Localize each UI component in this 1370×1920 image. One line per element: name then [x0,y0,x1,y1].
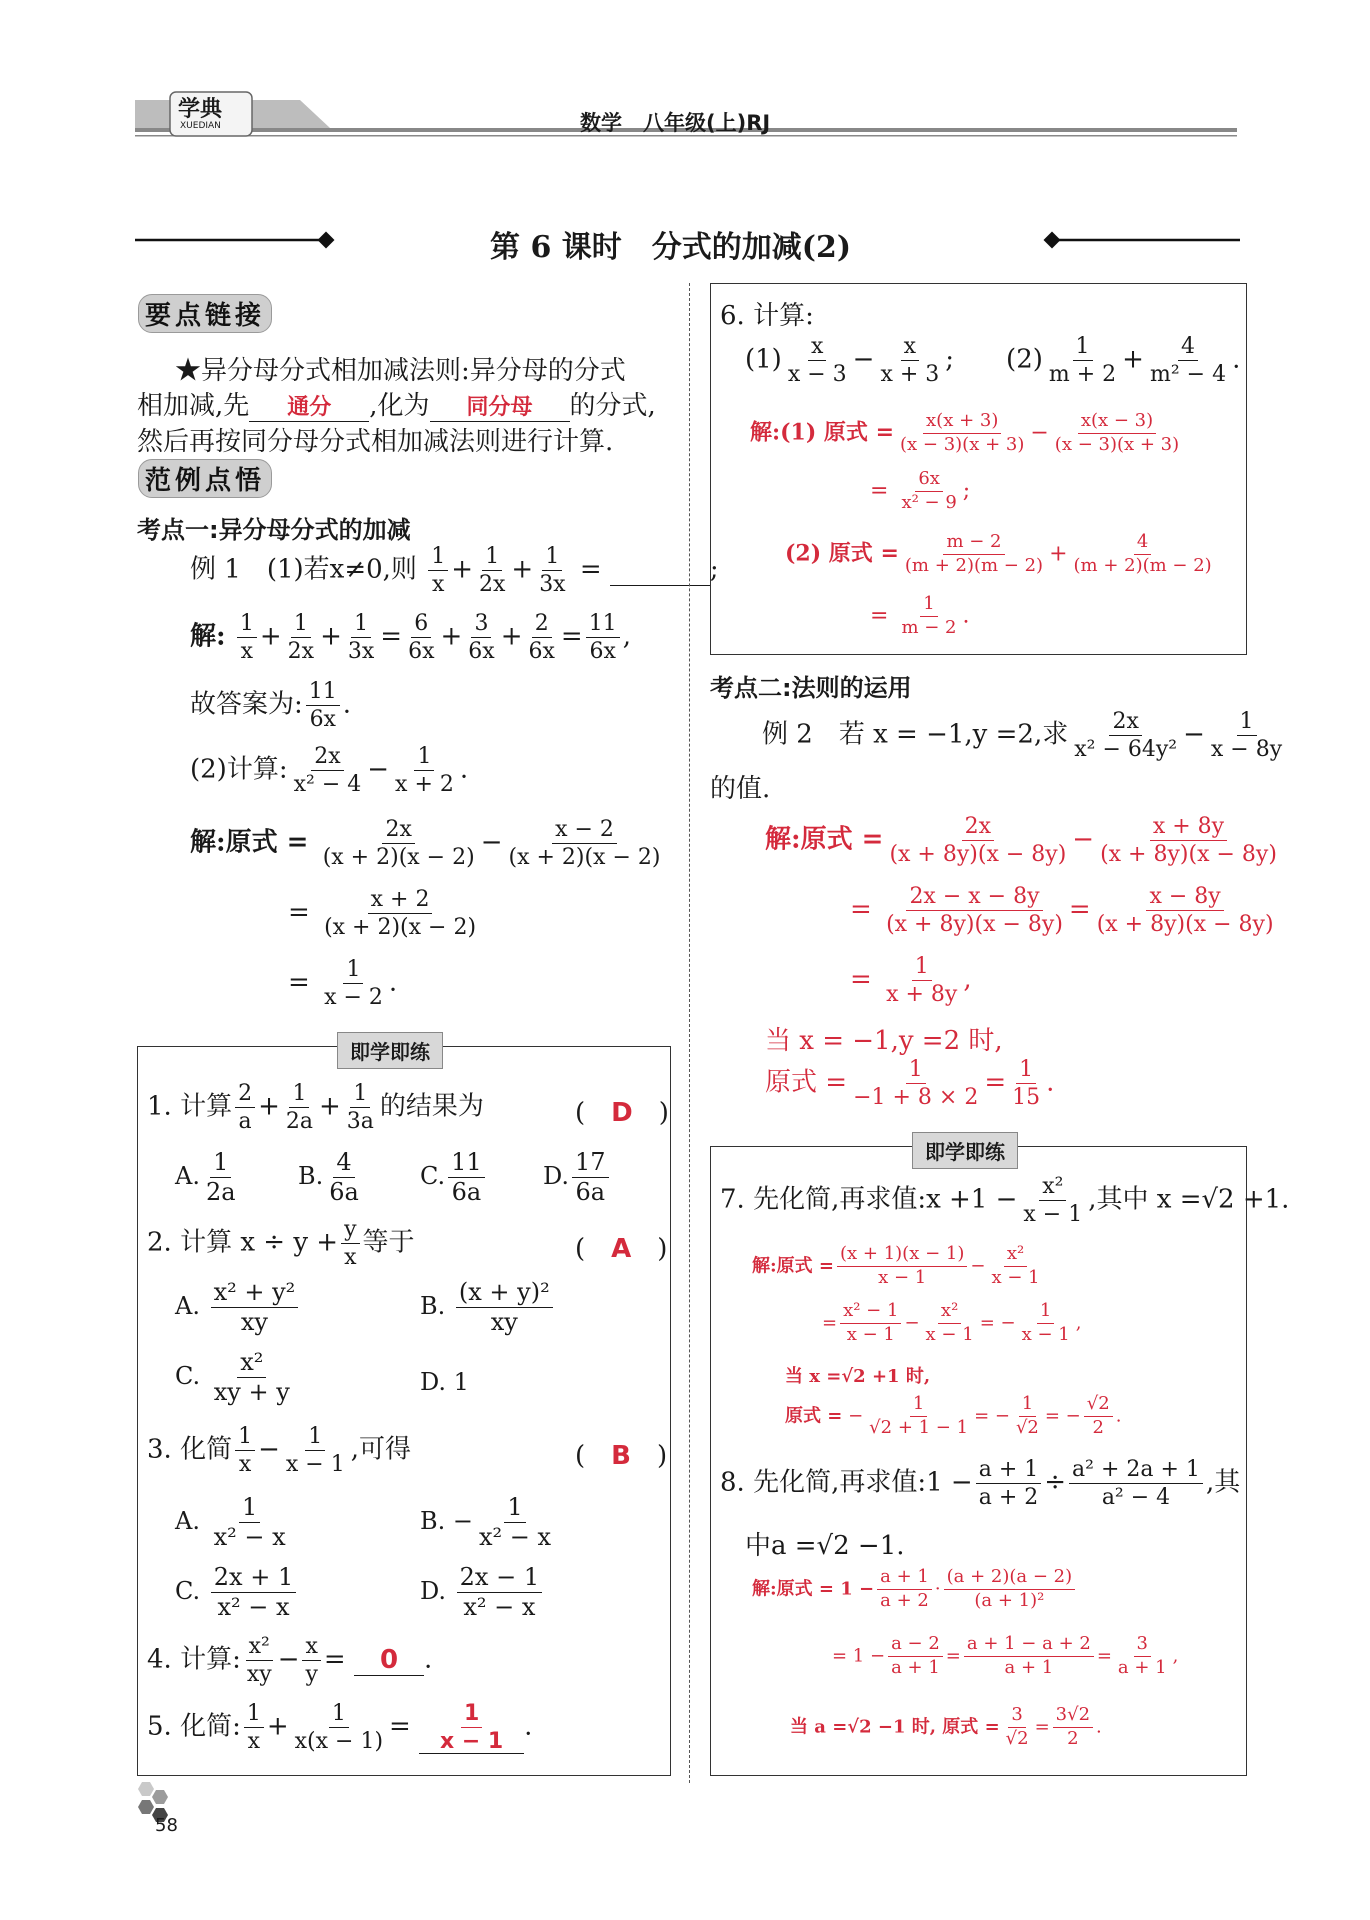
q1-option-c[interactable]: C. $\frac{11}{6a}$ [420,1150,488,1205]
q4: 4. 计算: $\frac{\text{x²}}{xy}$ − $\frac{x}{y}$ = 0 . [147,1634,433,1688]
q2-option-b[interactable]: B. $\frac{\text{(x + y)²}}{xy}$ [420,1280,556,1335]
ex1-sol2-c: = $\frac{1}{x - 2}$ . [288,957,398,1011]
q8-line2: 中a =√2 −1. [745,1531,905,1561]
ex2-sol-b: = $\frac{2x - x - 8y}{(x + 8y)(x - 8y)}$ = $\frac{x - 8y}{(x + 8y)(x - 8y)}$ [850,884,1274,938]
point1-heading: 考点一:异分母分式的加减 [137,516,411,544]
ex2-tail: 的值. [710,774,771,804]
q3-answer: ( B ) [575,1441,668,1471]
ex1-answer: 故答案为: $\frac{11}{6x}$ . [190,679,352,733]
q6-problems: (1) $\frac{x}{x - 3}$ − $\frac{x}{x + 3}$ ; (2) $\frac{1}{m + 2}$ + $\frac{4}{\text{m² − 4}}$ . [745,334,1241,388]
q1-answer: ( D ) [575,1098,669,1128]
page-title: 第 6 课时 分式的加减(2) [490,230,852,265]
rule-blank-2: 同分母 [430,390,570,422]
q1-option-b[interactable]: B. $\frac{4}{6a}$ [298,1148,359,1207]
q2-answer: ( A ) [575,1234,668,1264]
q3-option-b[interactable]: B. − $\frac{1}{\text{x² − x}}$ [420,1493,552,1552]
q6-sol2-b: = $\frac{1}{m - 2}$ . [870,593,970,638]
page-number: 58 [155,1815,178,1836]
ex1-part1: 例 1 (1)若x≠0,则 $\frac{1}{x}$ + $\frac{1}{2x}$ + $\frac{1}{3x}$ = ; [190,544,719,598]
q6-sol1-b: = $\frac{6x}{\text{x² − 9}}$ ; [870,468,971,513]
logo-sub: XUEDIAN [180,121,221,131]
ex2-sol-c: = $\frac{1}{x + 8y}$ , [850,954,972,1008]
q1-option-a[interactable]: A. $\frac{1}{2a}$ [175,1148,236,1207]
rule-blank-1: 通分 [249,390,369,422]
practice-tag-right: 即学即练 [912,1132,1018,1169]
ex2-question: 例 2 若 x = −1,y =2,求 $\frac{2x}{\text{x² − 64y²}}$ − $\frac{1}{x - 8y}$ [762,709,1283,763]
q8-sol-b: = 1 − $\frac{a - 2}{a + 1}$ = $\frac{a + 1 - a + 2}{a + 1}$ = $\frac{3}{a + 1}$ , [832,1633,1179,1678]
q6-sol2-a: (2) 原式 = $\frac{m - 2}{(m + 2)(m - 2)}$ + $\frac{4}{(m + 2)(m - 2)}$ [785,531,1212,576]
rule-line1: ★异分母分式相加减法则:异分母的分式 [175,356,626,386]
q7-when: 当 x =√2 +1 时, [785,1366,931,1387]
q2-option-a[interactable]: A. $\frac{\text{x² + y²}}{xy}$ [175,1280,301,1335]
q7-result: 原式 = − $\frac{1}{√2 + 1 - 1}$ = − $\frac{1}{√2}$ = − $\frac{√2}{2}$ . [785,1393,1122,1438]
rule-line3: 然后再按同分母分式相加减法则进行计算. [137,427,614,457]
q8-sol-a: 解:原式 = 1 − $\frac{a + 1}{a + 2}$ · $\frac{(a + 2)(a - 2)}{\text{(a + 1)²}}$ [752,1568,1078,1611]
ex2-when: 当 x = −1,y =2 时, [765,1026,1003,1056]
q6-sol1-a: 解:(1) 原式 = $\frac{x(x + 3)}{(x - 3)(x + 3)}$ − $\frac{x(x - 3)}{(x - 3)(x + 3)}$ [750,410,1180,455]
q8: 8. 先化简,再求值:1 − $\frac{a + 1}{a + 2}$ ÷ $\frac{\text{a² + 2a + 1}}{\text{a² − 4}}$ ,其 [720,1457,1241,1511]
q6-label: 6. 计算: [720,301,814,331]
logo: 学典 [178,96,223,122]
ex1-solution: 解: $\frac{1}{x}$ + $\frac{1}{2x}$ + $\frac{1}{3x}$ = $\frac{6}{6x}$ + $\frac{3}{6x}$ + $\frac{2}{6x}$ = $\frac{11}{6x}$ , [190,611,631,665]
q3: 3. 化简 $\frac{1}{x}$ − $\frac{1}{x - 1}$ ,可得 [147,1424,411,1478]
column-divider [689,283,690,1783]
q5: 5. 化简: $\frac{1}{x}$ + $\frac{1}{x(x - 1)}$ = $\frac{1}{x - 1}$ . [147,1701,533,1755]
q7-sol-a: 解:原式 = $\frac{(x + 1)(x - 1)}{x - 1}$ − $\frac{\text{x²}}{x - 1}$ [752,1243,1040,1288]
examples-badge: 范例点悟 [138,459,272,498]
q7: 7. 先化简,再求值:x +1 − $\frac{\text{x²}}{x - 1}$ ,其中 x =√2 +1. [720,1174,1290,1228]
key-points-badge: 要点链接 [138,294,272,333]
ex2-sol-a: 解:原式 = $\frac{2x}{(x + 8y)(x - 8y)}$ − $\frac{x + 8y}{(x + 8y)(x - 8y)}$ [765,814,1277,868]
q3-option-a[interactable]: A. $\frac{1}{\text{x² − x}}$ [175,1493,286,1552]
practice-tag-left: 即学即练 [337,1032,443,1069]
header-subject: 数学 八年级(上)RJ [580,111,771,135]
ex1-part2: (2)计算: $\frac{2x}{\text{x² − 4}}$ − $\frac{1}{x + 2}$ . [190,744,469,798]
q8-result: 当 a =√2 −1 时, 原式 = $\frac{3}{√2}$ = $\frac{3√2}{2}$ . [790,1704,1102,1749]
rule-line2: 相加减,先 通分 ,化为 同分母 的分式, [137,391,656,421]
point2-heading: 考点二:法则的运用 [710,674,912,702]
q1: 1. 计算 $\frac{2}{a}$ + $\frac{1}{2a}$ + $\frac{1}{3a}$ 的结果为 [147,1081,484,1135]
q3-option-c[interactable]: C. $\frac{2x + 1}{\text{x² − x}}$ [175,1565,299,1620]
ex1-sol2-b: = $\frac{x + 2}{(x + 2)(x - 2)}$ [288,887,477,941]
q2-option-d[interactable]: D. 1 [420,1368,469,1396]
q2-option-c[interactable]: C. $\frac{\text{x²}}{xy + y}$ [175,1348,290,1407]
q2: 2. 计算 x ÷ y + $\frac{y}{x}$ 等于 [147,1217,415,1271]
q7-sol-b: = $\frac{\text{x² − 1}}{x - 1}$ − $\frac{\text{x²}}{x - 1}$ = − $\frac{1}{x - 1}$ , [822,1300,1082,1345]
q3-option-d[interactable]: D. $\frac{2x - 1}{\text{x² − x}}$ [420,1565,545,1620]
q1-option-d[interactable]: D. $\frac{17}{6a}$ [543,1150,612,1205]
ex2-result: 原式 = $\frac{1}{-1 + 8 \times 2}$ = $\frac{1}{15}$ . [765,1057,1055,1111]
ex1-sol2-a: 解:原式 = $\frac{2x}{(x + 2)(x - 2)}$ − $\frac{x - 2}{(x + 2)(x - 2)}$ [190,817,661,871]
